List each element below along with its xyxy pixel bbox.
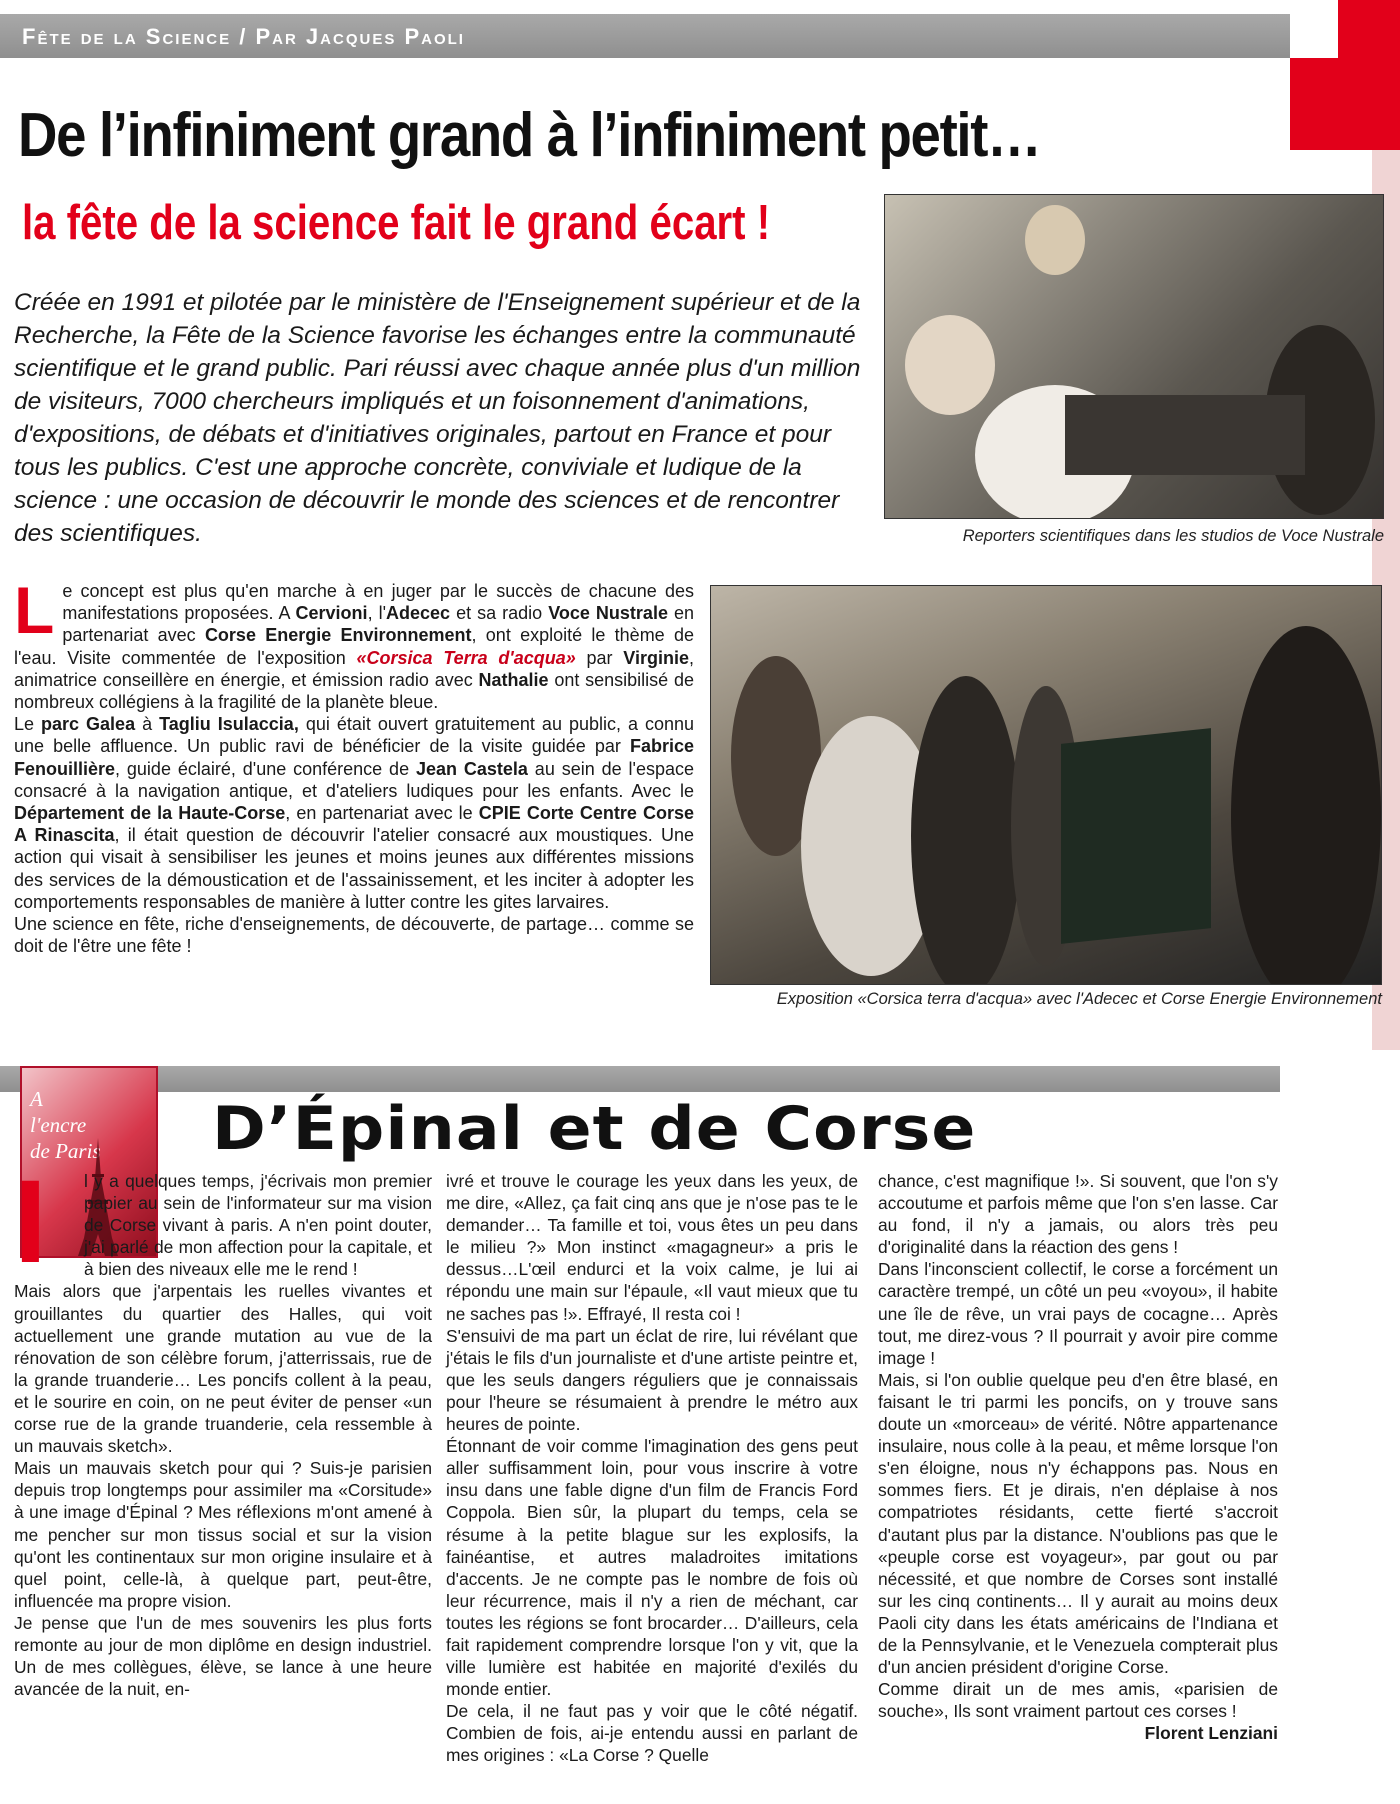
body-paragraph: chance, c'est magnifique !». Si souvent, que l'on s'y accoutume et parfois même que l'on s'en lasse. Car au fond, il n'y a jamais, ou alors très peu d'originalité dans la réaction des gens !	[878, 1171, 1278, 1258]
photo-caption: Reporters scientifiques dans les studios de Voce Nustrale	[962, 527, 1384, 545]
article-body	[14, 573, 695, 957]
article-headline: De l’infiniment grand à l’infiniment petit…	[18, 101, 1041, 170]
section-kicker: Fête de la Science / Par Jacques Paoli	[22, 24, 465, 49]
body-paragraph: I l y a quelques temps, j'écrivais mon premier papier au sein de l'informateur sur ma vision de Corse vivant à paris. A n'en point douter, j'ai parlé de mon affection pour la capitale, et à bien des niveaux elle me le rend !	[14, 1156, 432, 1288]
body-paragraph: Comme dirait un de mes amis, «parisien de souche», Ils sont vraiment partout ces corses !	[878, 1679, 1278, 1722]
author-byline: Florent Lenziani	[1144, 1723, 1278, 1744]
body-paragraph: Je pense que l'un de mes souvenirs les plus forts remonte au jour de mon diplôme en design industriel. Un de mes collègues, élève, se lance à une heure avancée de la nuit, en-	[14, 1612, 432, 1700]
photo-caption: Exposition «Corsica terra d'acqua» avec l'Adecec et Corse Energie Environnement	[776, 990, 1382, 1008]
drop-cap: I	[14, 1156, 47, 1288]
body-paragraph: S'ensuivi de ma part un éclat de rire, lui révélant que j'étais le fils d'un journaliste et d'une artiste peintre et, que les seuls dangers réguliers que je connaissais pour l'heure se résumaient à prendre le métro aux heures de pointe.	[446, 1325, 858, 1435]
body-paragraph: Le concept est plus qu'en marche à en juger par le succès de chacune des manifestations proposées. A Cervioni, l'Adecec et sa radio Voce Nustrale en partenariat avec Corse Energie Environnement, ont exploité le thème de l'eau. Visite commentée de l'exposition «Corsica Terra d'acqua» par Virginie, animatrice conseillère en énergie, et émission radio avec Nathalie ont sensibilisé de nombreux collégiens à la fragilité de la planète bleue.	[14, 573, 695, 713]
column-title: D’Épinal et de Corse	[212, 1094, 977, 1164]
logo-text: A l'encre de Paris	[30, 1087, 101, 1163]
body-paragraph: Mais un mauvais sketch pour qui ? Suis-je parisien depuis trop longtemps pour assimiler ma «Corsitude» à une image d'Épinal ? Mes réflexions m'ont amené à me pencher sur mon tissus social et sur la vision qu'ont les continentaux sur mon origine insulaire et à quel point, celle-là, à quelque part, peut-être, influencée ma propre vision.	[14, 1458, 432, 1611]
body-paragraph: Mais, si l'on oublie quelque peu d'en être blasé, en faisant le tri parmi les poncifs, on y trouve sans doute un «morceau» de vérité. Nôtre appartenance insulaire, nous colle à la peau, et même lorsque l'on s'en éloigne, nous n'y échappons pas. Nous en sommes fiers. Et je dirais, n'en déplaise à nos compatriotes résidants, cette fierté s'accroit d'autant plus par la distance. N'oublions pas que le «peuple corse est voyageur», par gout ou par nécessité, et que nombre de Corses sont installé sur les cinq continents… Il y aurait au moins deux Paoli city dans les états américains de l'Indiana et de la Pennsylvanie, et le Venezuela compterait plus d'un ancien président d'origine Corse.	[878, 1369, 1278, 1678]
body-paragraph: Dans l'inconscient collectif, le corse a forcément un caractère trempé, un côté un peu «voyou», il habite une île de rêve, un vrai pays de cocagne… Après tout, me direz-vous ? Il pourrait y avoir pire comme image !	[878, 1259, 1278, 1368]
body-paragraph: Étonnant de voir comme l'imagination des gens peut aller suffisamment loin, pour vous inscrire à votre insu dans une fable digne d'un film de Francis Ford Coppola. Bien sûr, la plupart du temps, cela se résume à la petite blague sur les explosifs, la fainéantise, et autres maladroites imitations d'accents. Je ne compte pas le nombre de fois où leur récurrence, mais il n'y a rien de méchant, car toutes les régions se font brocarder… D'ailleurs, cela fait rapidement comprendre lorsque l'on y vit, que la ville lumière est habitée en majorité d'exilés du monde entier.	[446, 1436, 858, 1700]
drop-cap: L	[14, 573, 55, 647]
body-paragraph: De cela, il ne faut pas y voir que le côté négatif. Combien de fois, ai-je entendu aussi en parlant de mes origines : «La Corse ? Quelle	[446, 1701, 858, 1766]
body-paragraph: Mais alors que j'arpentais les ruelles vivantes et grouillantes du quartier des Halles, qui voit actuellement une grande mutation au vue de la rénovation de son célèbre forum, j'atterrissais, rue de la grande truanderie… Les poncifs collent à la peau, et le sourire en coin, on ne peut éviter de penser «un corse rue de la grande truanderie, cela ressemble à un mauvais sketch».	[14, 1281, 432, 1457]
text-column-3	[878, 1170, 1278, 1744]
body-paragraph: Le parc Galea à Tagliu Isulaccia, qui était ouvert gratuitement au public, a connu une belle affluence. Un public ravi de bénéficier de la visite guidée par Fabrice Fenouillière, guide éclairé, d'une conférence de Jean Castela au sein de l'espace consacré à la navigation antique, et d'ateliers ludiques pour les enfants. Avec le Département de la Haute-Corse, en partenariat avec le CPIE Corte Centre Corse A Rinascita, il était question de découvrir l'atelier consacré aux moustiques. Une action qui visait à sensibiliser les jeunes et moins jeunes aux différentes missions des services de la démoustication et de l'assainissement, et les inciter à adopter les comportements responsables de manière à lutter contre les gites larvaires.	[14, 714, 695, 912]
text-column-2	[446, 1170, 858, 1767]
body-paragraph: ivré et trouve le courage les yeux dans les yeux, de me dire, «Allez, ça fait cinq ans que je n'ose pas te le demander… Ta famille et toi, vous êtes un peu dans le milieu ?» Mon instinct «magagneur» a pris le dessus…L'œil endurci et la voix calme, je lui ai répondu une main sur l'épaule, «Il vaut mieux que tu ne saches pas !». Effrayé, Il resta coi !	[446, 1171, 858, 1324]
photo-radio-studio	[884, 194, 1384, 519]
red-corner-notch	[1290, 0, 1338, 58]
article-subhead: la fête de la science fait le grand écart !	[22, 196, 771, 250]
photo-exhibition	[710, 585, 1382, 985]
section-divider-band	[0, 1066, 1280, 1092]
text-column-1	[14, 1156, 432, 1700]
article-intro: Créée en 1991 et pilotée par le ministère de l'Enseignement supérieur et de la Recherche, la Fête de la Science favorise les échanges entre la communauté scientifique et le grand public. Pari réussi avec chaque année plus d'un million de visiteurs, 7000 chercheurs impliqués et un foisonnement d'animations, d'expositions, de débats et d'initiatives originales, partout en France et pour tous les publics. C'est une approche concrète, conviviale et ludique de la science : une occasion de découvrir le monde des sciences et de rencontrer des scientifiques.	[14, 289, 861, 547]
body-paragraph: Une science en fête, riche d'enseignements, de découverte, de partage… comme se doit de l'être une fête !	[14, 914, 694, 957]
